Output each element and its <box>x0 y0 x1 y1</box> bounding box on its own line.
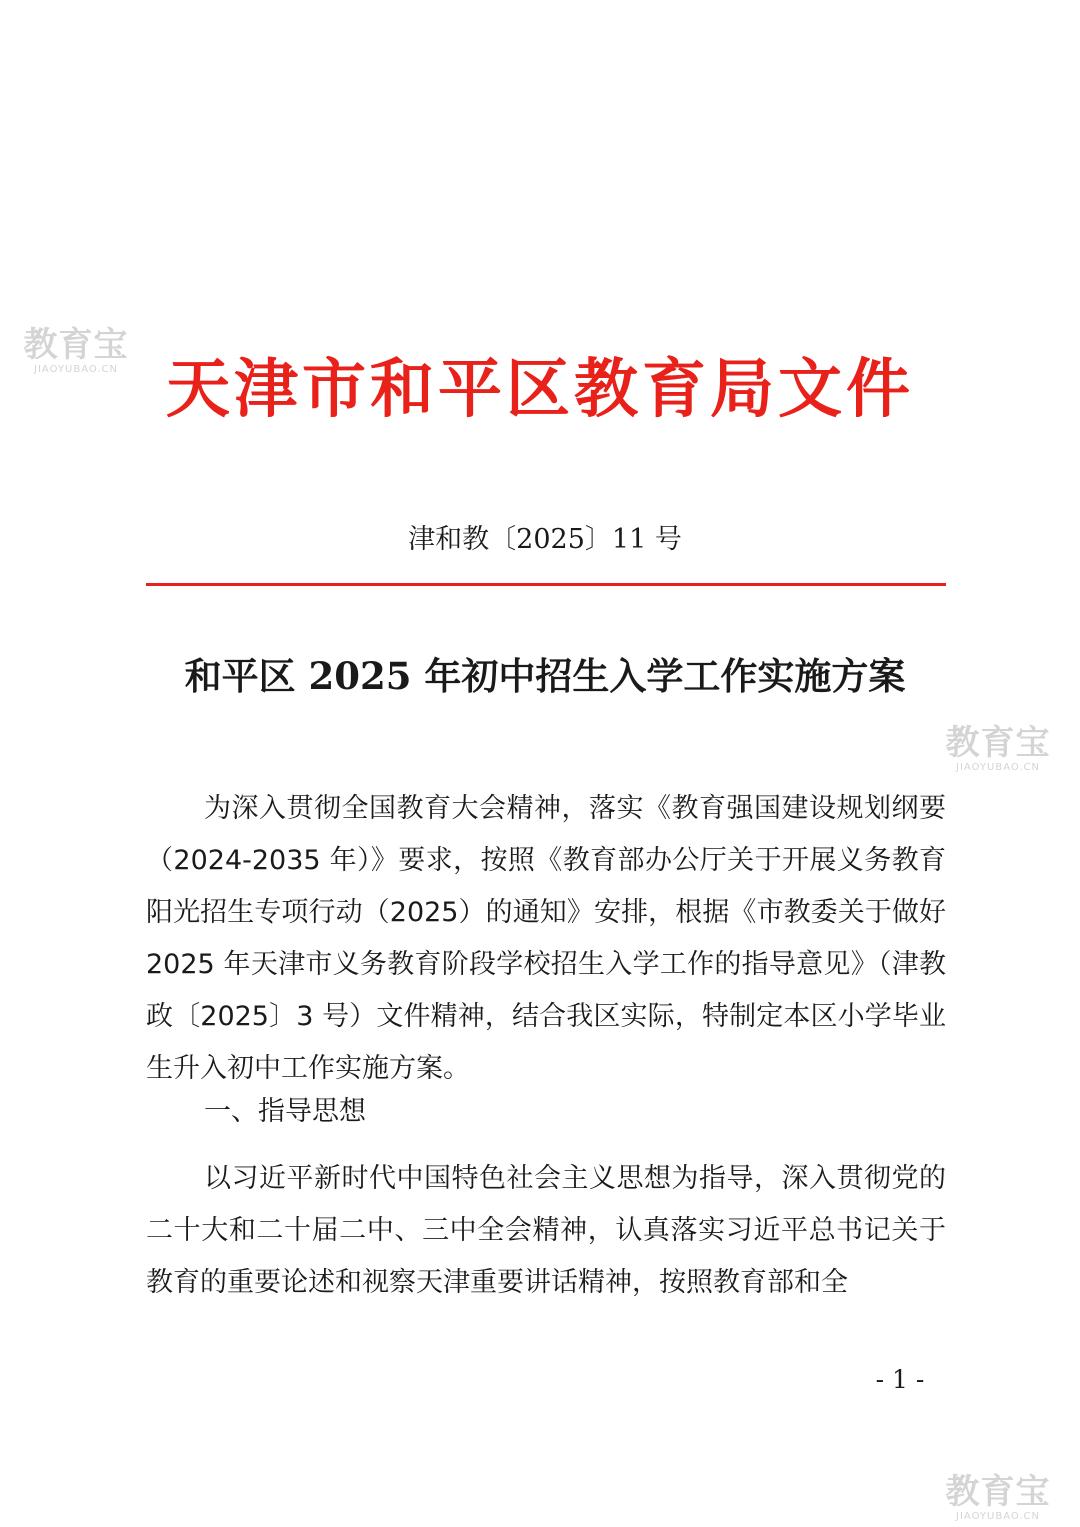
watermark-logo <box>928 724 1068 774</box>
red-divider-line <box>146 583 946 586</box>
body-paragraph: 以习近平新时代中国特色社会主义思想为指导，深入贯彻党的二十大和二十届二中、三中全会精神，认真落实习近平总书记关于教育的重要论述和视察天津重要讲话精神，按照教育部和全 <box>146 1163 946 1298</box>
watermark-subtext: JIAOYUBAO.CN <box>34 364 118 375</box>
document-title: 和平区 2025 年初中招生入学工作实施方案 <box>184 654 906 698</box>
watermark-text: 教育宝 <box>945 1472 1051 1512</box>
watermark-subtext: JIAOYUBAO.CN <box>956 762 1040 773</box>
watermark-subtext: JIAOYUBAO.CN <box>956 1511 1040 1522</box>
body-paragraph: 为深入贯彻全国教育大会精神，落实《教育强国建设规划纲要（2024-2035 年）》要求，按照《教育部办公厅关于开展义务教育阳光招生专项行动（2025）的通知》安排，根据《市教委关于做好 2025 年天津市义务教育阶段学校招生入学工作的指导意见》（津教政〔2025〕3 号）文件精神，结合我区实际，特制定本区小学毕业生升入初中工作实施方案。 <box>146 793 946 1084</box>
watermark-text: 教育宝 <box>23 325 129 365</box>
document-number: 津和教〔2025〕11 号 <box>408 524 682 555</box>
watermark-logo <box>928 1473 1068 1523</box>
section-heading: 一、指导思想 <box>204 1096 366 1127</box>
agency-title: 天津市和平区教育局文件 <box>166 353 914 427</box>
watermark-text: 教育宝 <box>945 723 1051 763</box>
page-number: - 1 - <box>875 1365 925 1394</box>
